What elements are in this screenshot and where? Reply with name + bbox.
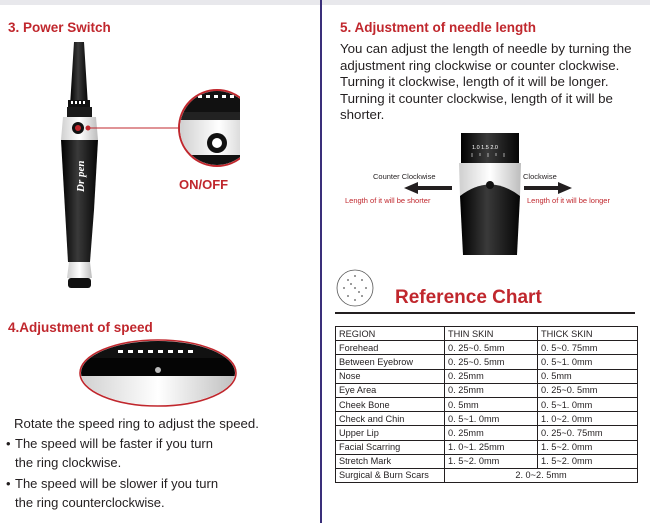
thin-cell: 0. 25mm xyxy=(445,426,538,440)
thin-cell: 0. 25~0. 5mm xyxy=(445,355,538,369)
table-row xyxy=(336,468,638,482)
needle-length-paragraph: You can adjust the length of needle by turning the adjustment ring clockwise or counter clockwise. Turning it clockwise, length of it will be longer. Turning it counter clockwise, length of it will be shorter. xyxy=(340,41,632,122)
table-row xyxy=(336,383,638,397)
reference-table xyxy=(335,326,638,483)
region-cell: Eye Area xyxy=(336,383,445,397)
speed-bullet-2-line-1: The speed will be slower if you turn xyxy=(15,476,219,491)
ccw-arrow-icon xyxy=(404,181,452,195)
cw-label: Clockwise xyxy=(523,172,557,181)
power-switch-title: 3. Power Switch xyxy=(8,20,111,35)
speed-bullet-2-line-2: the ring counterclockwise. xyxy=(15,494,165,510)
pen-brand: Dr pen xyxy=(75,160,87,192)
table-row xyxy=(336,355,638,369)
needle-scale-marks: 1.0 1.5 2.0 xyxy=(472,145,498,151)
cw-arrow-icon xyxy=(524,181,572,195)
thin-cell: 1. 5~2. 0mm xyxy=(445,454,538,468)
thick-cell: 0. 25~0. 5mm xyxy=(538,383,638,397)
thick-cell: 0. 5~1. 0mm xyxy=(538,355,638,369)
table-row xyxy=(336,369,638,383)
pen-illustration xyxy=(40,40,240,295)
speed-bullet-1-line-2: the ring clockwise. xyxy=(15,454,122,470)
region-cell: Check and Chin xyxy=(336,412,445,426)
thin-cell: 0. 5~1. 0mm xyxy=(445,412,538,426)
region-cell: Upper Lip xyxy=(336,426,445,440)
ccw-label: Counter Clockwise xyxy=(373,172,436,181)
needle-cartridge-icon xyxy=(335,268,385,310)
cw-result: Length of it will be longer xyxy=(527,196,610,205)
region-cell: Nose xyxy=(336,369,445,383)
speed-ring-illustration xyxy=(78,338,238,408)
thick-cell: 0. 25~0. 75mm xyxy=(538,426,638,440)
needle-pen-illustration xyxy=(458,133,522,255)
region-cell: Forehead xyxy=(336,341,445,355)
thin-cell: 0. 5mm xyxy=(445,397,538,411)
table-row xyxy=(336,440,638,454)
speed-intro: Rotate the speed ring to adjust the speed. xyxy=(14,416,259,431)
speed-bullet-1-line-1: The speed will be faster if you turn xyxy=(15,436,213,451)
thick-cell: 1. 0~2. 0mm xyxy=(538,412,638,426)
thin-cell: 1. 0~1. 25mm xyxy=(445,440,538,454)
table-row xyxy=(336,397,638,411)
thick-cell: 0. 5~1. 0mm xyxy=(538,397,638,411)
header-region: REGION xyxy=(336,327,445,341)
table-row xyxy=(336,341,638,355)
thin-cell: 0. 25mm xyxy=(445,369,538,383)
column-divider xyxy=(320,0,322,523)
ccw-result: Length of it will be shorter xyxy=(345,196,431,205)
header-thick-skin: THICK SKIN xyxy=(538,327,638,341)
needle-length-title: 5. Adjustment of needle length xyxy=(340,20,537,35)
thick-cell: 1. 5~2. 0mm xyxy=(538,454,638,468)
thin-cell: 0. 25mm xyxy=(445,383,538,397)
region-cell: Surgical & Burn Scars xyxy=(336,468,445,482)
speed-title: 4.Adjustment of speed xyxy=(8,320,153,335)
region-cell: Stretch Mark xyxy=(336,454,445,468)
on-off-label: ON/OFF xyxy=(179,177,229,192)
thin-cell: 0. 25~0. 5mm xyxy=(445,341,538,355)
thick-cell: 1. 5~2. 0mm xyxy=(538,440,638,454)
speed-bullet-2 xyxy=(6,476,218,511)
thick-cell: 0. 5mm xyxy=(538,369,638,383)
top-border xyxy=(0,0,650,5)
reference-underline xyxy=(335,312,635,314)
header-thin-skin: THIN SKIN xyxy=(445,327,538,341)
merged-value-cell: 2. 0~2. 5mm xyxy=(445,468,638,482)
table-row xyxy=(336,454,638,468)
reference-chart-title: Reference Chart xyxy=(395,287,542,308)
table-row xyxy=(336,426,638,440)
region-cell: Between Eyebrow xyxy=(336,355,445,369)
region-cell: Facial Scarring xyxy=(336,440,445,454)
table-row xyxy=(336,412,638,426)
speed-bullet-1 xyxy=(6,436,213,471)
region-cell: Cheek Bone xyxy=(336,397,445,411)
thick-cell: 0. 5~0. 75mm xyxy=(538,341,638,355)
table-header-row xyxy=(336,327,638,341)
